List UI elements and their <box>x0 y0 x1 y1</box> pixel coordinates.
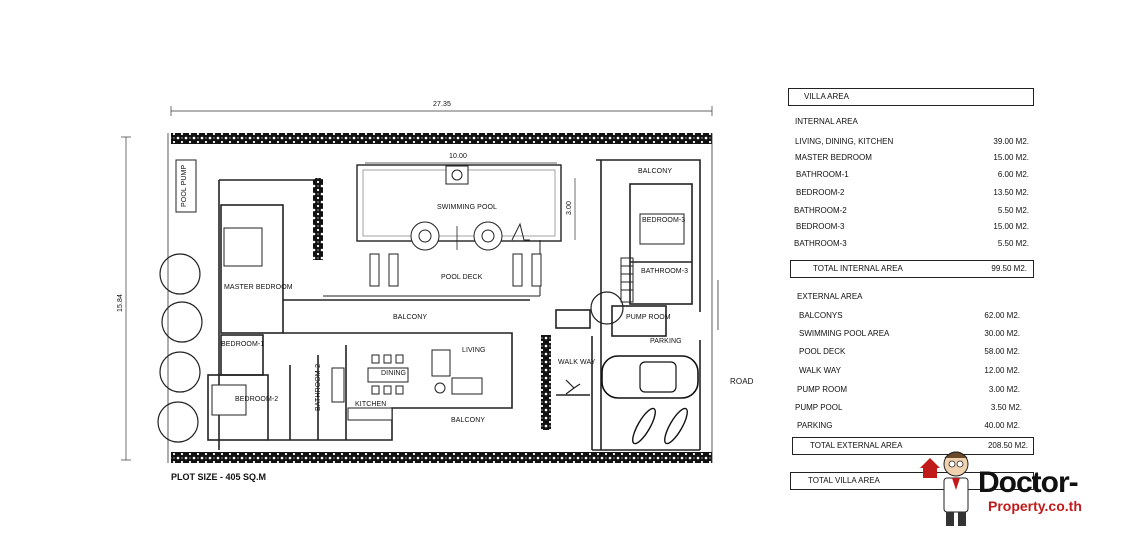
room-swimming-pool: SWIMMING POOL <box>437 204 498 211</box>
dim-height-label: 15.84 <box>117 293 124 312</box>
plot-size-label: PLOT SIZE - 405 SQ.M <box>171 472 267 482</box>
room-master-bedroom: MASTER BEDROOM <box>224 284 293 291</box>
room-bedroom-2: BEDROOM-2 <box>235 396 279 403</box>
room-dining: DINING <box>381 370 407 377</box>
total-internal-label: TOTAL INTERNAL AREA <box>813 264 903 273</box>
internal-row-name: LIVING, DINING, KITCHEN <box>795 137 894 146</box>
internal-row-value: 13.50 M2. <box>993 188 1029 197</box>
internal-row-value: 6.00 M2. <box>997 170 1029 179</box>
external-row-value: 30.00 M2. <box>984 329 1020 338</box>
dim-pool-width-label: 10.00 <box>449 153 468 160</box>
internal-row-name: BATHROOM-2 <box>794 206 847 215</box>
logo-text-doctor: Doctor- <box>978 466 1078 499</box>
room-pump-room: PUMP ROOM <box>626 314 671 321</box>
room-bathroom-3: BATHROOM-3 <box>641 268 689 275</box>
room-bedroom-3: BEDROOM-3 <box>642 217 686 224</box>
internal-row-name: BATHROOM-3 <box>794 239 847 248</box>
internal-row-value: 15.00 M2. <box>993 222 1029 231</box>
external-row-value: 3.50 M2. <box>990 403 1022 412</box>
room-balcony-top: BALCONY <box>638 168 673 175</box>
room-balcony-mid: BALCONY <box>393 314 428 321</box>
total-external-label: TOTAL EXTERNAL AREA <box>810 441 903 450</box>
external-row-name: PARKING <box>797 421 833 430</box>
room-living: LIVING <box>462 347 486 354</box>
internal-area-header: INTERNAL AREA <box>795 117 858 126</box>
doctor-mascot-icon <box>918 446 978 530</box>
internal-row-name: BEDROOM-3 <box>796 222 845 231</box>
villa-area-title: VILLA AREA <box>804 92 849 101</box>
internal-row-value: 39.00 M2. <box>993 137 1029 146</box>
total-villa-label: TOTAL VILLA AREA <box>808 476 880 485</box>
external-row-name: PUMP ROOM <box>797 385 848 394</box>
external-row-value: 40.00 M2. <box>984 421 1020 430</box>
total-external-value: 208.50 M2. <box>987 441 1028 450</box>
dim-pool-depth-label: 3.00 <box>566 200 573 215</box>
room-pool-deck: POOL DECK <box>441 274 483 281</box>
internal-row-name: MASTER BEDROOM <box>795 153 872 162</box>
room-kitchen: KITCHEN <box>355 401 387 408</box>
internal-row-value: 15.00 M2. <box>993 153 1029 162</box>
external-row-value: 3.00 M2. <box>988 385 1020 394</box>
doctor-property-logo <box>918 438 1136 534</box>
external-row-name: POOL DECK <box>799 347 846 356</box>
room-balcony-bottom: BALCONY <box>451 417 486 424</box>
room-parking: PARKING <box>650 338 682 345</box>
external-row-name: SWIMMING POOL AREA <box>799 329 890 338</box>
logo-text-property: Property.co.th <box>988 498 1082 514</box>
external-row-value: 62.00 M2. <box>984 311 1020 320</box>
room-bathroom-2: BATHROOM-2 <box>315 363 322 411</box>
external-row-value: 12.00 M2. <box>984 366 1020 375</box>
external-row-value: 58.00 M2. <box>984 347 1020 356</box>
external-row-name: PUMP POOL <box>795 403 843 412</box>
external-area-header: EXTERNAL AREA <box>797 292 863 301</box>
total-internal-value: 99.50 M2. <box>991 264 1027 273</box>
internal-row-value: 5.50 M2. <box>997 239 1029 248</box>
room-pool-pump: POOL PUMP <box>181 164 188 207</box>
external-row-name: BALCONYS <box>799 311 843 320</box>
internal-row-name: BATHROOM-1 <box>796 170 849 179</box>
dim-width-label: 27.35 <box>433 101 452 108</box>
room-bedroom-1: BEDROOM-1 <box>221 341 265 348</box>
internal-row-name: BEDROOM-2 <box>796 188 845 197</box>
road-label: ROAD <box>730 377 754 386</box>
room-walk-way: WALK WAY <box>558 359 596 366</box>
external-row-name: WALK WAY <box>799 366 841 375</box>
internal-row-value: 5.50 M2. <box>997 206 1029 215</box>
